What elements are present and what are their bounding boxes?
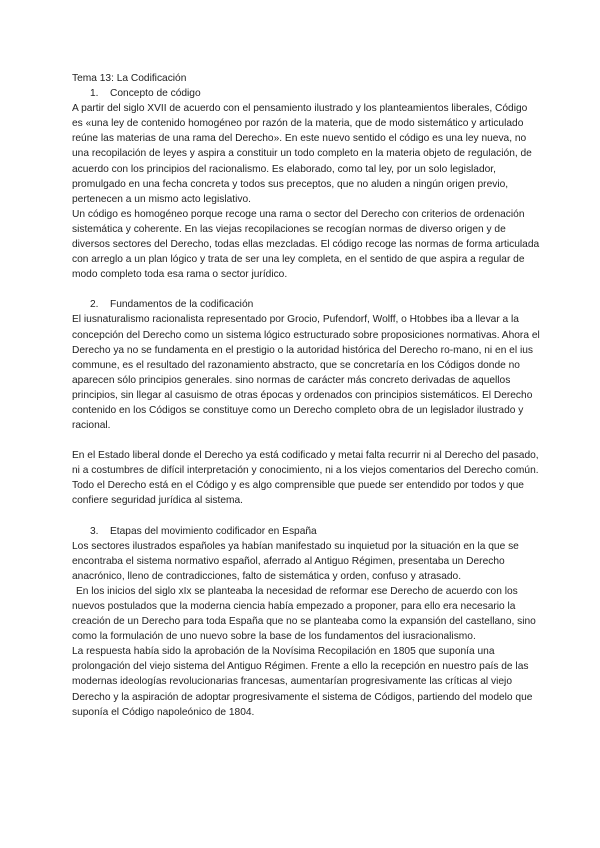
section-number: 1. [90, 88, 99, 100]
paragraph: En los inicios del siglo xIx se planteaba la necesidad de reformar ese Derecho de acuerdo con los nuevos postulados que la moderna ciencia había empezado a proponer, para ello era necesario la creación de un Derecho para toda España que no se planteaba como la expansión del castellano, sino como la formulación de uno nuevo sobre la base de los fundamentos del iusracionalismo. [72, 585, 536, 643]
section-heading-fundamentos [72, 297, 540, 312]
paragraph: La respuesta había sido la aprobación de la Novísima Recopilación en 1805 que suponía una prolongación del viejo sistema del Antiguo Régimen. Frente a ello la recepción en nuestro país de las modernas ideologías revolucionarias francesas, aumentarían progresivamente las críticas al viejo Derecho y la aspiración de adoptar progresivamente el sistema de Códigos, partiendo del modelo que suponía el Código napoleónico de 1804. [72, 646, 533, 718]
section-heading-etapas [72, 524, 540, 539]
section-title: Fundamentos de la codificación [110, 299, 254, 311]
paragraph: El iusnaturalismo racionalista representado por Grocio, Pufendorf, Wolff, o Htobbes iba a llevar a la concepción del Derecho como un sistema lógico estructurado sobre proposiciones normativas. Ahora el Derecho ya no se fundamenta en el prestigio o la autoridad histórica del Derecho ro-mano, ni en el ius commune, es el resultado del razonamiento abstracto, que se concretaría en los Códigos donde no aparecen sólo principios generales. sino normas de carácter más concreto derivadas de aquellos principios, sin llegar al casuismo de otras épocas y ordenados con principios sistemáticos. El Derecho contenido en los Códigos se constituye como un Derecho completo obra de un legislador ilustrado y racional. [72, 314, 540, 432]
section-heading-concepto [72, 86, 540, 101]
paragraph: A partir del siglo XVII de acuerdo con el pensamiento ilustrado y los planteamientos liberales, Código es «una ley de contenido homogéneo por razón de la materia, que de modo sistemático y articulado reúne las materias de una rama del Derecho». En este nuevo sentido el código es una ley nueva, no una recopilación de leyes y aspira a constituir un todo completo en la materia objeto de regulación, de acuerdo con los principios del racionalismo. Es elaborado, como tal ley, por un solo legislador, promulgado en una fecha concreta y todos sus preceptos, que no aluden a ningún origen previo, pertenecen a un mismo acto legislativo. [72, 103, 532, 205]
section-title: Etapas del movimiento codificador en España [110, 525, 317, 537]
section-title: Concepto de código [110, 88, 201, 100]
document-title: Tema 13: La Codificación [72, 73, 187, 84]
paragraph: Todo el Derecho está en el Código y es algo comprensible que puede ser entendido por todos y que confiere seguridad jurídica al sistema. [72, 480, 524, 507]
paragraph: En el Estado liberal donde el Derecho ya está codificado y metai falta recurrir ni al Derecho del pasado, ni a costumbres de difícil interpretación y conocimiento, ni a los viejos comentarios del Derecho común. [72, 450, 539, 477]
section-number: 3. [90, 525, 99, 537]
paragraph: Un código es homogéneo porque recoge una rama o sector del Derecho con criterios de ordenación sistemática y coherente. En las viejas recopilaciones se recogían normas de diverso origen y de diversos sectores del Derecho, todas ellas mezcladas. El código recoge las normas de forma articulada con arreglo a un plan lógico y trata de ser una ley completa, en el sentido de que aspira a regular de modo completo toda esa rama o sector jurídico. [72, 208, 540, 281]
paragraph: Los sectores ilustrados españoles ya habían manifestado su inquietud por la situación en la que se encontraba el sistema normativo español, aferrado al Antiguo Régimen, presentaba un Derecho anacrónico, lleno de contradicciones, falto de sistemática y orden, confuso y atrasado. [72, 540, 519, 582]
section-number: 2. [90, 299, 99, 311]
blank-line [72, 282, 540, 297]
blank-line [72, 509, 540, 524]
blank-line [72, 433, 540, 448]
